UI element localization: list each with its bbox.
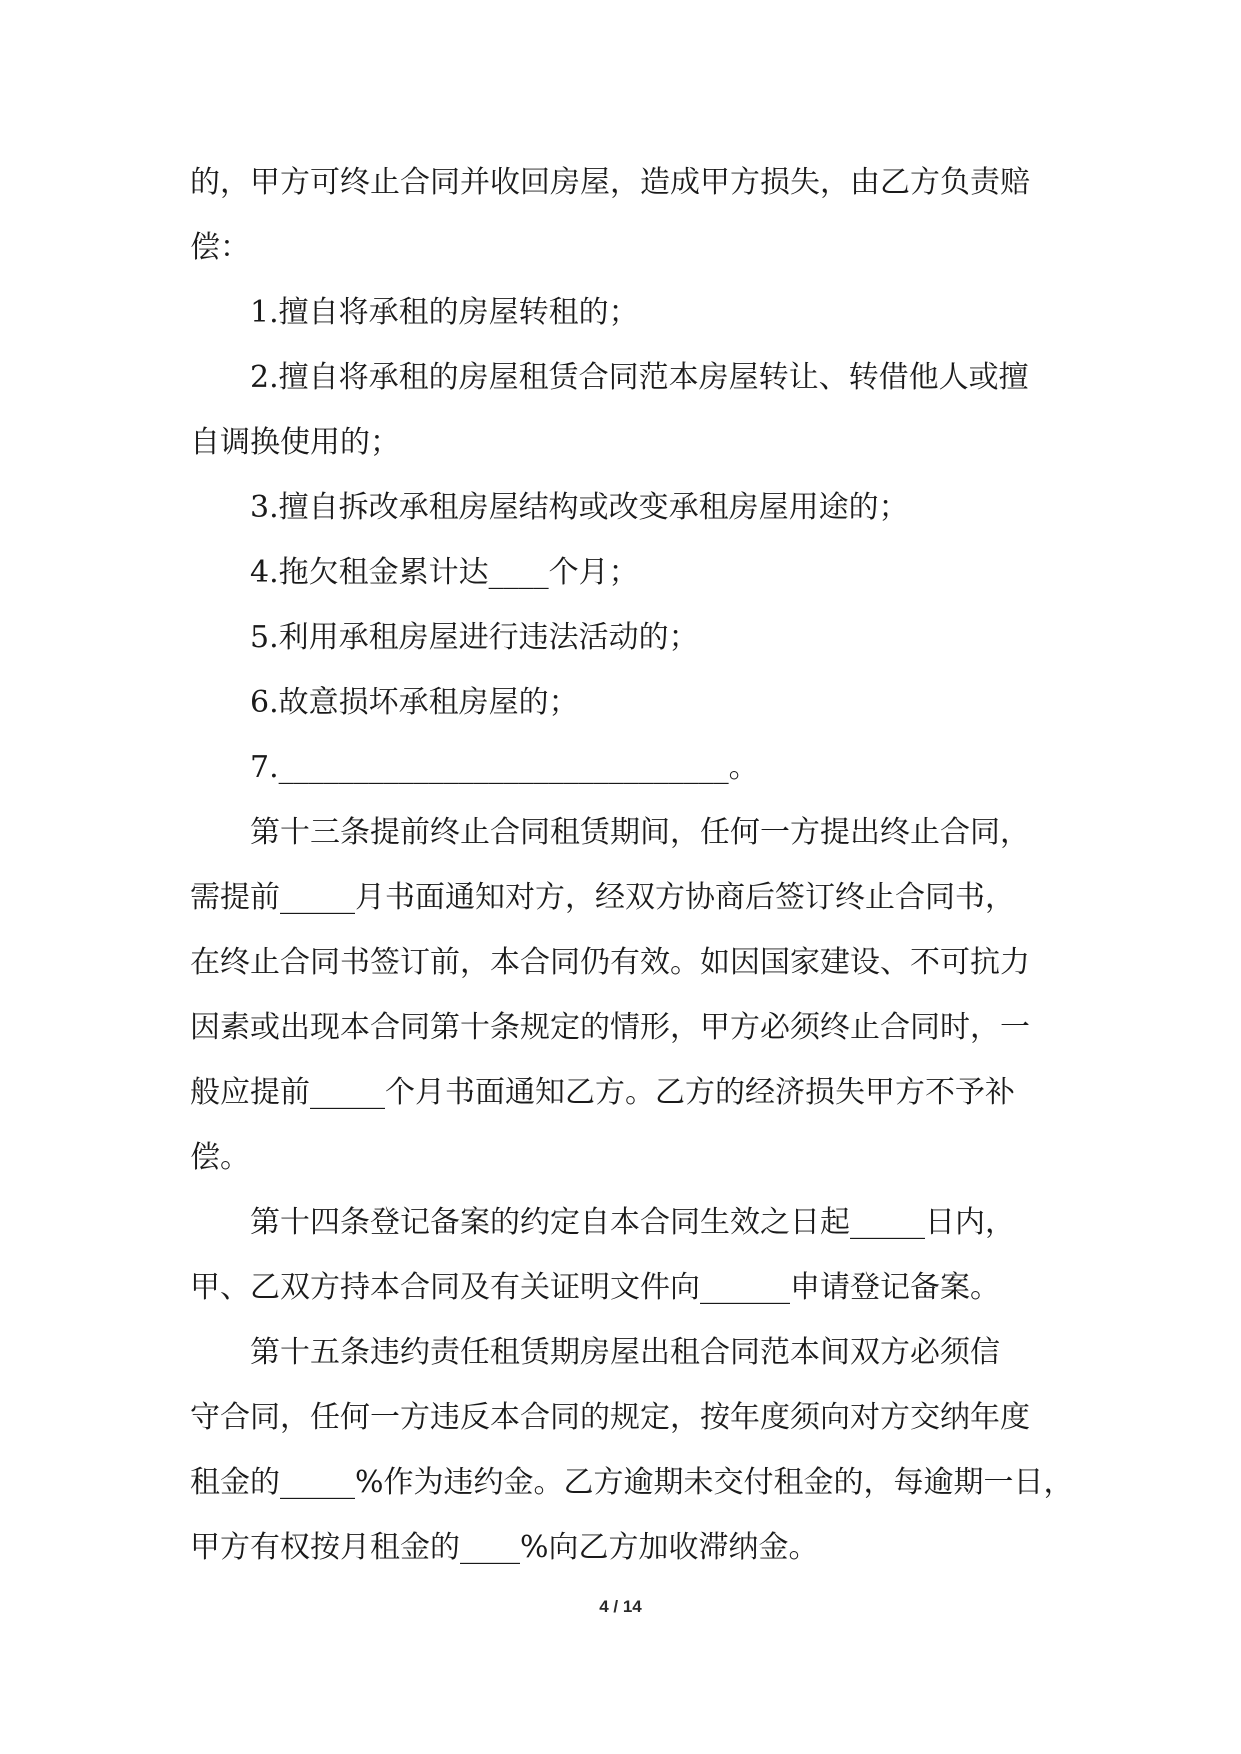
text-line: 般应提前_____个月书面通知乙方。乙方的经济损失甲方不予补 bbox=[190, 1075, 1015, 1110]
text-line: 自调换使用的； bbox=[190, 425, 400, 460]
text-line: 甲方有权按月租金的____%向乙方加收滞纳金。 bbox=[190, 1530, 819, 1565]
text-line: 偿： bbox=[190, 230, 250, 265]
article-14-heading-line: 第十四条登记备案的约定自本合同生效之日起_____日内， bbox=[250, 1205, 1015, 1240]
text-line: 在终止合同书签订前，本合同仍有效。如因国家建设、不可抗力 bbox=[190, 945, 1030, 980]
article-13-heading-line: 第十三条提前终止合同租赁期间，任何一方提出终止合同， bbox=[250, 815, 1030, 850]
list-item: 1.擅自将承租的房屋转租的； bbox=[250, 295, 639, 330]
text-line: 的，甲方可终止合同并收回房屋，造成甲方损失，由乙方负责赔 bbox=[190, 165, 1030, 200]
page-number: 4 / 14 bbox=[599, 1597, 642, 1616]
document-body bbox=[190, 150, 1074, 1580]
list-item: 2.擅自将承租的房屋租赁合同范本房屋转让、转借他人或擅 bbox=[250, 360, 1029, 395]
list-item: 6.故意损坏承租房屋的； bbox=[250, 685, 579, 720]
text-line: 甲、乙双方持本合同及有关证明文件向______申请登记备案。 bbox=[190, 1270, 1000, 1305]
text-line: 租金的_____%作为违约金。乙方逾期未交付租金的，每逾期一日， bbox=[190, 1465, 1074, 1500]
list-item: 7.______________________________。 bbox=[250, 750, 759, 785]
article-15-heading-line: 第十五条违约责任租赁期房屋出租合同范本间双方必须信 bbox=[250, 1335, 1000, 1370]
text-line: 需提前_____月书面通知对方，经双方协商后签订终止合同书， bbox=[190, 880, 1015, 915]
text-line: 因素或出现本合同第十条规定的情形，甲方必须终止合同时，一 bbox=[190, 1010, 1030, 1045]
text-line: 守合同，任何一方违反本合同的规定，按年度须向对方交纳年度 bbox=[190, 1400, 1030, 1435]
text-line: 偿。 bbox=[190, 1140, 250, 1175]
list-item: 5.利用承租房屋进行违法活动的； bbox=[250, 620, 699, 655]
list-item: 4.拖欠租金累计达____个月； bbox=[250, 555, 639, 590]
list-item: 3.擅自拆改承租房屋结构或改变承租房屋用途的； bbox=[250, 490, 909, 525]
